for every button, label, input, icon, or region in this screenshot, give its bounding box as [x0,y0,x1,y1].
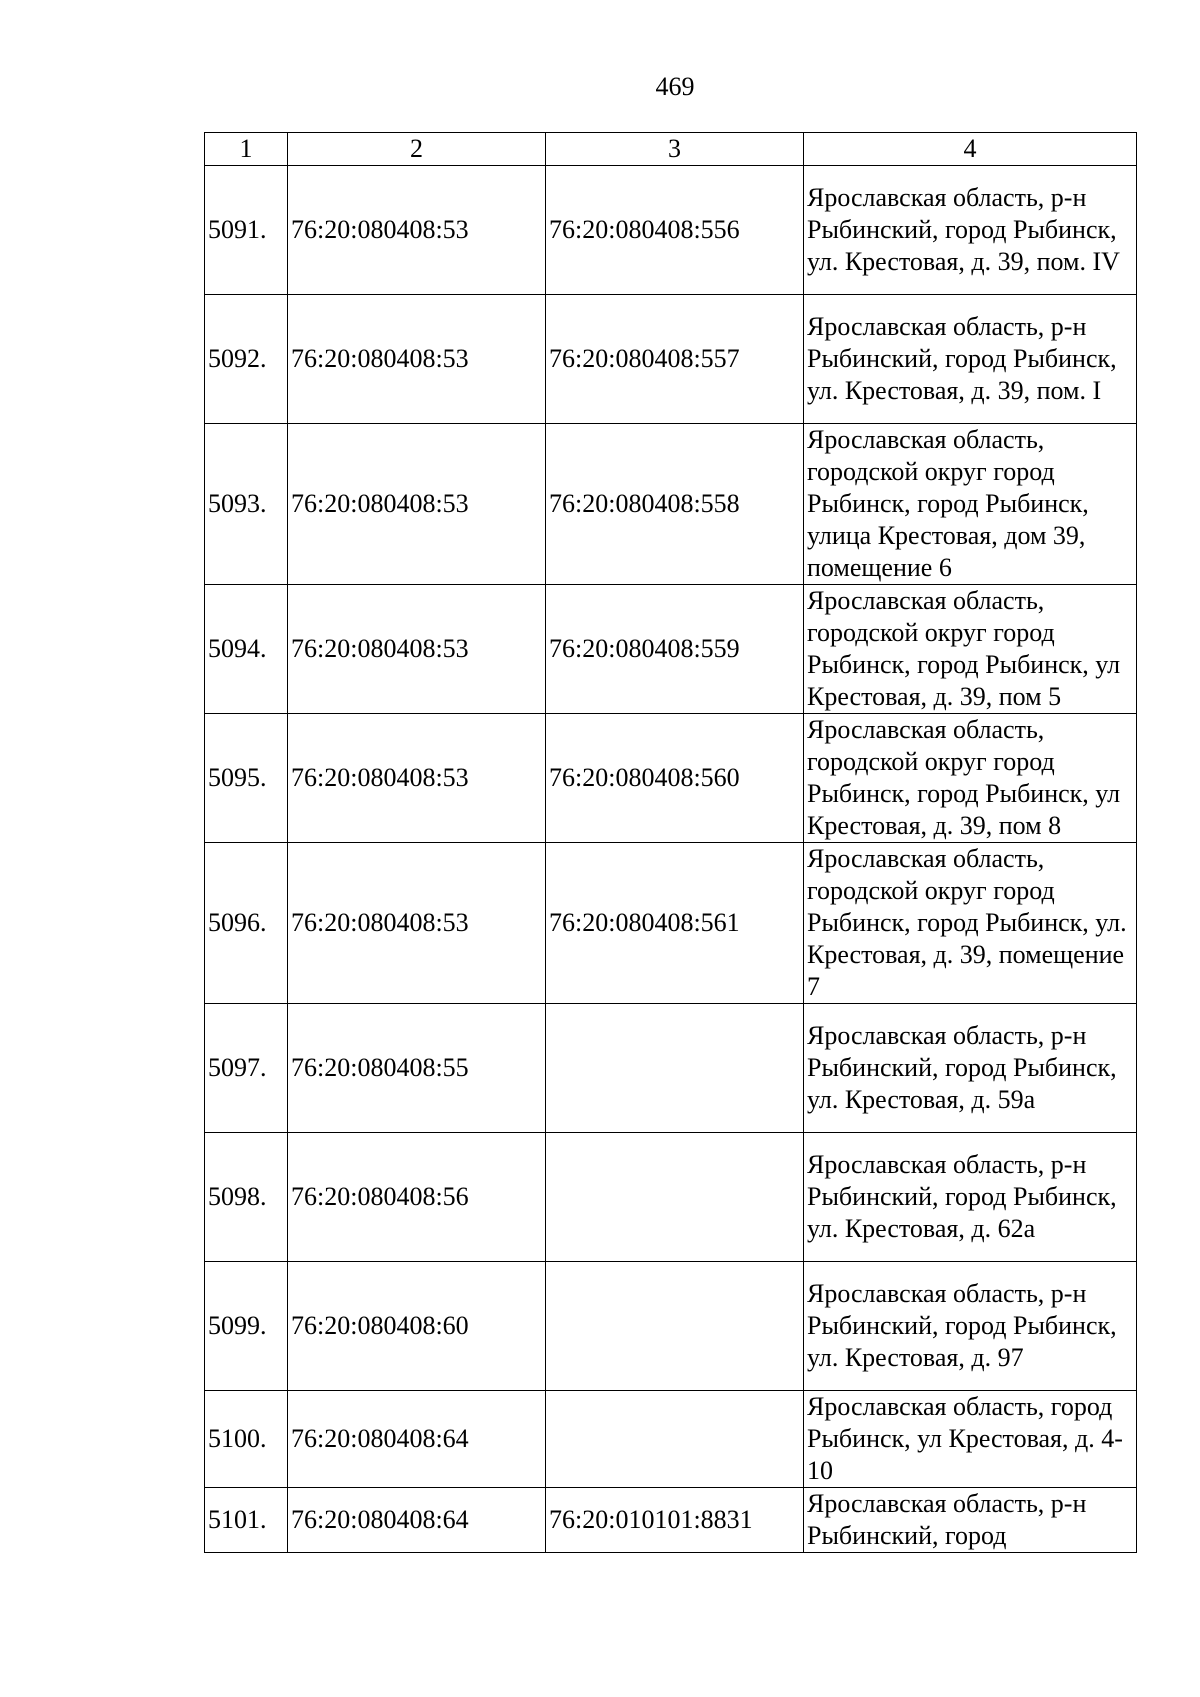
cadastral-object-number: 76:20:080408:557 [546,295,804,424]
row-number: 5099. [205,1262,288,1391]
cadastral-parcel-number: 76:20:080408:64 [288,1391,546,1488]
row-number: 5098. [205,1133,288,1262]
table-row [205,424,1137,585]
address: Ярославская область, р-н Рыбинский, город [804,1488,1137,1553]
table-row [205,1133,1137,1262]
address: Ярославская область, город Рыбинск, ул Крестовая, д. 4-10 [804,1391,1137,1488]
table-row [205,1391,1137,1488]
row-number: 5100. [205,1391,288,1488]
cadastral-parcel-number: 76:20:080408:53 [288,843,546,1004]
column-header-3: 3 [546,133,804,166]
header-row [205,133,1137,166]
column-header-4: 4 [804,133,1137,166]
cadastral-parcel-number: 76:20:080408:53 [288,714,546,843]
cadastral-parcel-number: 76:20:080408:64 [288,1488,546,1553]
table-row [205,843,1137,1004]
cadastral-object-number: 76:20:080408:556 [546,166,804,295]
cadastral-object-number: 76:20:080408:558 [546,424,804,585]
row-number: 5094. [205,585,288,714]
cadastral-object-number [546,1262,804,1391]
cadastral-object-number [546,1133,804,1262]
row-number: 5095. [205,714,288,843]
cadastral-object-number: 76:20:080408:561 [546,843,804,1004]
table-row [205,585,1137,714]
cadastral-parcel-number: 76:20:080408:53 [288,166,546,295]
address: Ярославская область, р-н Рыбинский, город Рыбинск, ул. Крестовая, д. 39, пом. IV [804,166,1137,295]
cadastral-object-number [546,1004,804,1133]
row-number: 5096. [205,843,288,1004]
cadastral-object-number: 76:20:080408:560 [546,714,804,843]
address: Ярославская область, р-н Рыбинский, город Рыбинск, ул. Крестовая, д. 39, пом. I [804,295,1137,424]
table-row [205,1004,1137,1133]
cadastral-object-number: 76:20:010101:8831 [546,1488,804,1553]
column-header-1: 1 [205,133,288,166]
cadastral-parcel-number: 76:20:080408:53 [288,295,546,424]
row-number: 5092. [205,295,288,424]
cadastral-parcel-number: 76:20:080408:56 [288,1133,546,1262]
address: Ярославская область, городской округ город Рыбинск, город Рыбинск, ул Крестовая, д. 39, пом 8 [804,714,1137,843]
row-number: 5101. [205,1488,288,1553]
address: Ярославская область, р-н Рыбинский, город Рыбинск, ул. Крестовая, д. 59а [804,1004,1137,1133]
row-number: 5091. [205,166,288,295]
cadastral-parcel-number: 76:20:080408:53 [288,585,546,714]
row-number: 5097. [205,1004,288,1133]
cadastral-parcel-number: 76:20:080408:55 [288,1004,546,1133]
row-number: 5093. [205,424,288,585]
cadastral-parcel-number: 76:20:080408:53 [288,424,546,585]
address: Ярославская область, городской округ город Рыбинск, город Рыбинск, улица Крестовая, дом 39, помещение 6 [804,424,1137,585]
page-number: 469 [655,72,695,101]
table-row [205,714,1137,843]
address: Ярославская область, р-н Рыбинский, город Рыбинск, ул. Крестовая, д. 97 [804,1262,1137,1391]
address: Ярославская область, р-н Рыбинский, город Рыбинск, ул. Крестовая, д. 62а [804,1133,1137,1262]
table-row [205,1488,1137,1553]
cadastral-object-number: 76:20:080408:559 [546,585,804,714]
table-row [205,166,1137,295]
table-row [205,1262,1137,1391]
cadastral-parcel-number: 76:20:080408:60 [288,1262,546,1391]
address: Ярославская область, городской округ город Рыбинск, город Рыбинск, ул Крестовая, д. 39, пом 5 [804,585,1137,714]
address: Ярославская область, городской округ город Рыбинск, город Рыбинск, ул. Крестовая, д. 39, помещение 7 [804,843,1137,1004]
column-header-2: 2 [288,133,546,166]
register-table [204,132,1137,1553]
table-row [205,295,1137,424]
cadastral-object-number [546,1391,804,1488]
